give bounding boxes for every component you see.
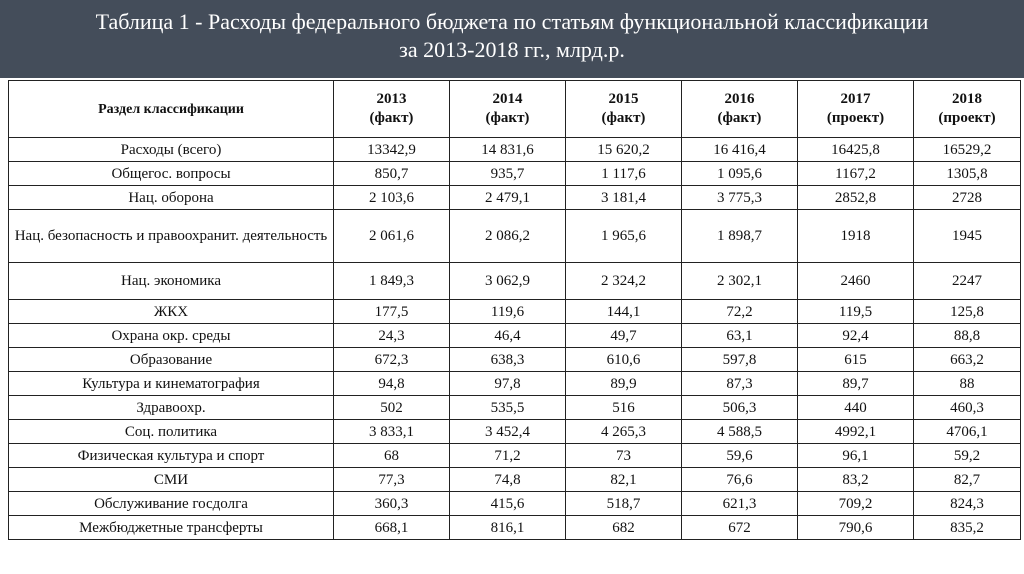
cell-value: 14 831,6 [450, 138, 566, 162]
cell-value: 74,8 [450, 468, 566, 492]
cell-value: 89,9 [566, 372, 682, 396]
cell-value: 709,2 [798, 492, 914, 516]
header-status: (проект) [938, 110, 996, 126]
cell-value: 77,3 [334, 468, 450, 492]
cell-value: 2 302,1 [682, 263, 798, 300]
cell-value: 4706,1 [914, 420, 1021, 444]
table-row [9, 186, 1021, 210]
table-row [9, 263, 1021, 300]
title-line-2: за 2013-2018 гг., млрд.р. [399, 37, 625, 62]
header-year-2017 [798, 81, 914, 138]
cell-value: 4 588,5 [682, 420, 798, 444]
cell-value: 850,7 [334, 162, 450, 186]
table-row [9, 138, 1021, 162]
table-row [9, 348, 1021, 372]
row-label: ЖКХ [9, 300, 334, 324]
cell-value: 15 620,2 [566, 138, 682, 162]
row-label: Физическая культура и спорт [9, 444, 334, 468]
row-label: Охрана окр. среды [9, 324, 334, 348]
header-status: (факт) [717, 110, 762, 126]
cell-value: 518,7 [566, 492, 682, 516]
cell-value: 672,3 [334, 348, 450, 372]
cell-value: 516 [566, 396, 682, 420]
cell-value: 816,1 [450, 516, 566, 540]
table-row [9, 516, 1021, 540]
header-year-2018 [914, 81, 1021, 138]
cell-value: 2247 [914, 263, 1021, 300]
cell-value: 1 849,3 [334, 263, 450, 300]
row-label: Нац. оборона [9, 186, 334, 210]
cell-value: 440 [798, 396, 914, 420]
cell-value: 59,2 [914, 444, 1021, 468]
row-label: Нац. экономика [9, 263, 334, 300]
header-year: 2017 [840, 91, 871, 107]
header-year-2013 [334, 81, 450, 138]
cell-value: 97,8 [450, 372, 566, 396]
cell-value: 119,6 [450, 300, 566, 324]
cell-value: 610,6 [566, 348, 682, 372]
cell-value: 119,5 [798, 300, 914, 324]
table-row [9, 492, 1021, 516]
table-header-row [9, 81, 1021, 138]
header-year: 2014 [492, 91, 523, 107]
budget-table-container [6, 80, 1022, 574]
cell-value: 1 965,6 [566, 210, 682, 263]
cell-value: 72,2 [682, 300, 798, 324]
cell-value: 615 [798, 348, 914, 372]
row-label: Образование [9, 348, 334, 372]
cell-value: 506,3 [682, 396, 798, 420]
header-year: 2016 [724, 91, 755, 107]
table-row [9, 468, 1021, 492]
cell-value: 3 833,1 [334, 420, 450, 444]
cell-value: 824,3 [914, 492, 1021, 516]
cell-value: 4992,1 [798, 420, 914, 444]
row-label: Нац. безопасность и правоохранит. деятельность [9, 210, 334, 263]
row-label: Общегос. вопросы [9, 162, 334, 186]
table-row [9, 210, 1021, 263]
cell-value: 2460 [798, 263, 914, 300]
cell-value: 663,2 [914, 348, 1021, 372]
table-row [9, 396, 1021, 420]
cell-value: 621,3 [682, 492, 798, 516]
cell-value: 2 061,6 [334, 210, 450, 263]
cell-value: 1 095,6 [682, 162, 798, 186]
cell-value: 672 [682, 516, 798, 540]
cell-value: 597,8 [682, 348, 798, 372]
header-status: (проект) [826, 110, 885, 126]
cell-value: 87,3 [682, 372, 798, 396]
table-body [9, 138, 1021, 540]
cell-value: 2728 [914, 186, 1021, 210]
cell-value: 638,3 [450, 348, 566, 372]
header-year: 2013 [376, 91, 407, 107]
row-label: Здравоохр. [9, 396, 334, 420]
cell-value: 1167,2 [798, 162, 914, 186]
row-label: Соц. политика [9, 420, 334, 444]
header-year-2016 [682, 81, 798, 138]
header-classification: Раздел классификации [9, 81, 334, 138]
cell-value: 835,2 [914, 516, 1021, 540]
cell-value: 1 898,7 [682, 210, 798, 263]
cell-value: 88 [914, 372, 1021, 396]
cell-value: 82,7 [914, 468, 1021, 492]
cell-value: 16529,2 [914, 138, 1021, 162]
cell-value: 73 [566, 444, 682, 468]
table-row [9, 324, 1021, 348]
cell-value: 16425,8 [798, 138, 914, 162]
cell-value: 668,1 [334, 516, 450, 540]
cell-value: 2 479,1 [450, 186, 566, 210]
table-row [9, 300, 1021, 324]
row-label: Культура и кинематография [9, 372, 334, 396]
cell-value: 682 [566, 516, 682, 540]
cell-value: 935,7 [450, 162, 566, 186]
cell-value: 16 416,4 [682, 138, 798, 162]
table-row [9, 162, 1021, 186]
cell-value: 46,4 [450, 324, 566, 348]
cell-value: 1 117,6 [566, 162, 682, 186]
cell-value: 535,5 [450, 396, 566, 420]
cell-value: 1305,8 [914, 162, 1021, 186]
cell-value: 3 062,9 [450, 263, 566, 300]
cell-value: 59,6 [682, 444, 798, 468]
cell-value: 92,4 [798, 324, 914, 348]
header-year: 2018 [952, 91, 982, 107]
cell-value: 1945 [914, 210, 1021, 263]
cell-value: 49,7 [566, 324, 682, 348]
header-year-2015 [566, 81, 682, 138]
cell-value: 502 [334, 396, 450, 420]
cell-value: 82,1 [566, 468, 682, 492]
cell-value: 460,3 [914, 396, 1021, 420]
header-year-2014 [450, 81, 566, 138]
cell-value: 89,7 [798, 372, 914, 396]
cell-value: 144,1 [566, 300, 682, 324]
cell-value: 63,1 [682, 324, 798, 348]
row-label: Расходы (всего) [9, 138, 334, 162]
slide-title [0, 0, 1024, 78]
cell-value: 76,6 [682, 468, 798, 492]
cell-value: 94,8 [334, 372, 450, 396]
cell-value: 88,8 [914, 324, 1021, 348]
cell-value: 2852,8 [798, 186, 914, 210]
cell-value: 177,5 [334, 300, 450, 324]
cell-value: 3 452,4 [450, 420, 566, 444]
cell-value: 3 775,3 [682, 186, 798, 210]
cell-value: 83,2 [798, 468, 914, 492]
budget-table [8, 80, 1021, 540]
cell-value: 4 265,3 [566, 420, 682, 444]
cell-value: 71,2 [450, 444, 566, 468]
cell-value: 415,6 [450, 492, 566, 516]
cell-value: 68 [334, 444, 450, 468]
header-status: (факт) [485, 110, 530, 126]
cell-value: 360,3 [334, 492, 450, 516]
row-label: Межбюджетные трансферты [9, 516, 334, 540]
table-row [9, 444, 1021, 468]
title-line-1: Таблица 1 - Расходы федерального бюджета по статьям функциональной классификации [95, 9, 929, 34]
row-label: Обслуживание госдолга [9, 492, 334, 516]
header-status: (факт) [601, 110, 646, 126]
cell-value: 3 181,4 [566, 186, 682, 210]
cell-value: 2 103,6 [334, 186, 450, 210]
cell-value: 1918 [798, 210, 914, 263]
table-row [9, 372, 1021, 396]
row-label: СМИ [9, 468, 334, 492]
cell-value: 2 324,2 [566, 263, 682, 300]
cell-value: 790,6 [798, 516, 914, 540]
cell-value: 125,8 [914, 300, 1021, 324]
cell-value: 24,3 [334, 324, 450, 348]
cell-value: 2 086,2 [450, 210, 566, 263]
table-row [9, 420, 1021, 444]
cell-value: 13342,9 [334, 138, 450, 162]
cell-value: 96,1 [798, 444, 914, 468]
header-status: (факт) [369, 110, 414, 126]
header-year: 2015 [608, 91, 639, 107]
